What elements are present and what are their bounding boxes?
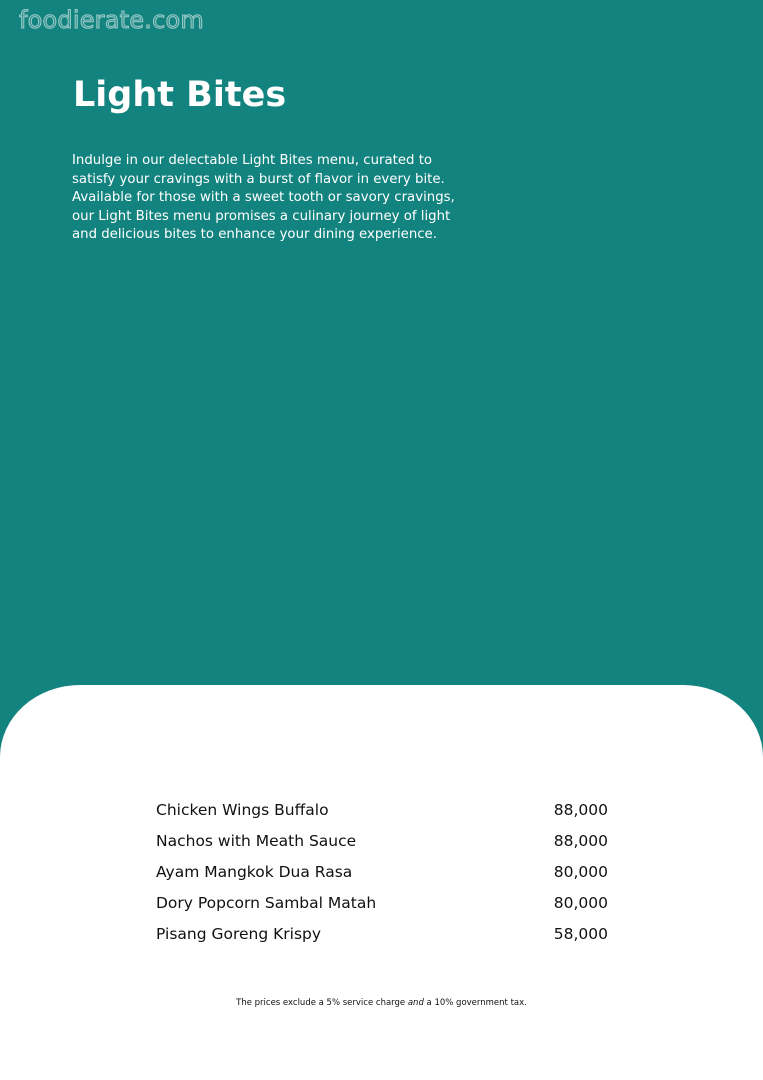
price-disclaimer-end: a 10% government tax. (423, 998, 527, 1008)
menu-item-name: Ayam Mangkok Dua Rasa (156, 863, 353, 881)
menu-item-name: Pisang Goreng Krispy (156, 925, 322, 943)
menu-item (156, 863, 608, 894)
section-description: Indulge in our delectable Light Bites menu, curated to satisfy your cravings with a burst of flavor in every bite. Available for those with a sweet tooth or savory cravings, our Light Bites menu promises a culinary journey of light and delicious bites to enhance your dining experience. (72, 153, 455, 243)
menu-item (156, 925, 608, 956)
price-disclaimer-start: The prices exclude a 5% service charge (236, 998, 408, 1008)
menu-item-name: Chicken Wings Buffalo (156, 801, 329, 819)
menu-item-price: 88,000 (553, 832, 608, 850)
menu-item-price: 80,000 (553, 863, 608, 881)
menu-item-price: 88,000 (553, 801, 608, 819)
menu-item-price: 80,000 (553, 894, 608, 912)
menu-item-price: 58,000 (553, 925, 608, 943)
menu-item (156, 832, 608, 863)
menu-item (156, 801, 608, 832)
watermark: foodierate.com (19, 6, 204, 34)
menu-item-name: Dory Popcorn Sambal Matah (156, 894, 377, 912)
price-disclaimer (0, 998, 763, 1008)
menu-item (156, 894, 608, 925)
menu-item-name: Nachos with Meath Sauce (156, 832, 357, 850)
menu-list (156, 801, 608, 956)
page-title: Light Bites (73, 75, 287, 115)
price-disclaimer-italic: and (407, 998, 424, 1008)
